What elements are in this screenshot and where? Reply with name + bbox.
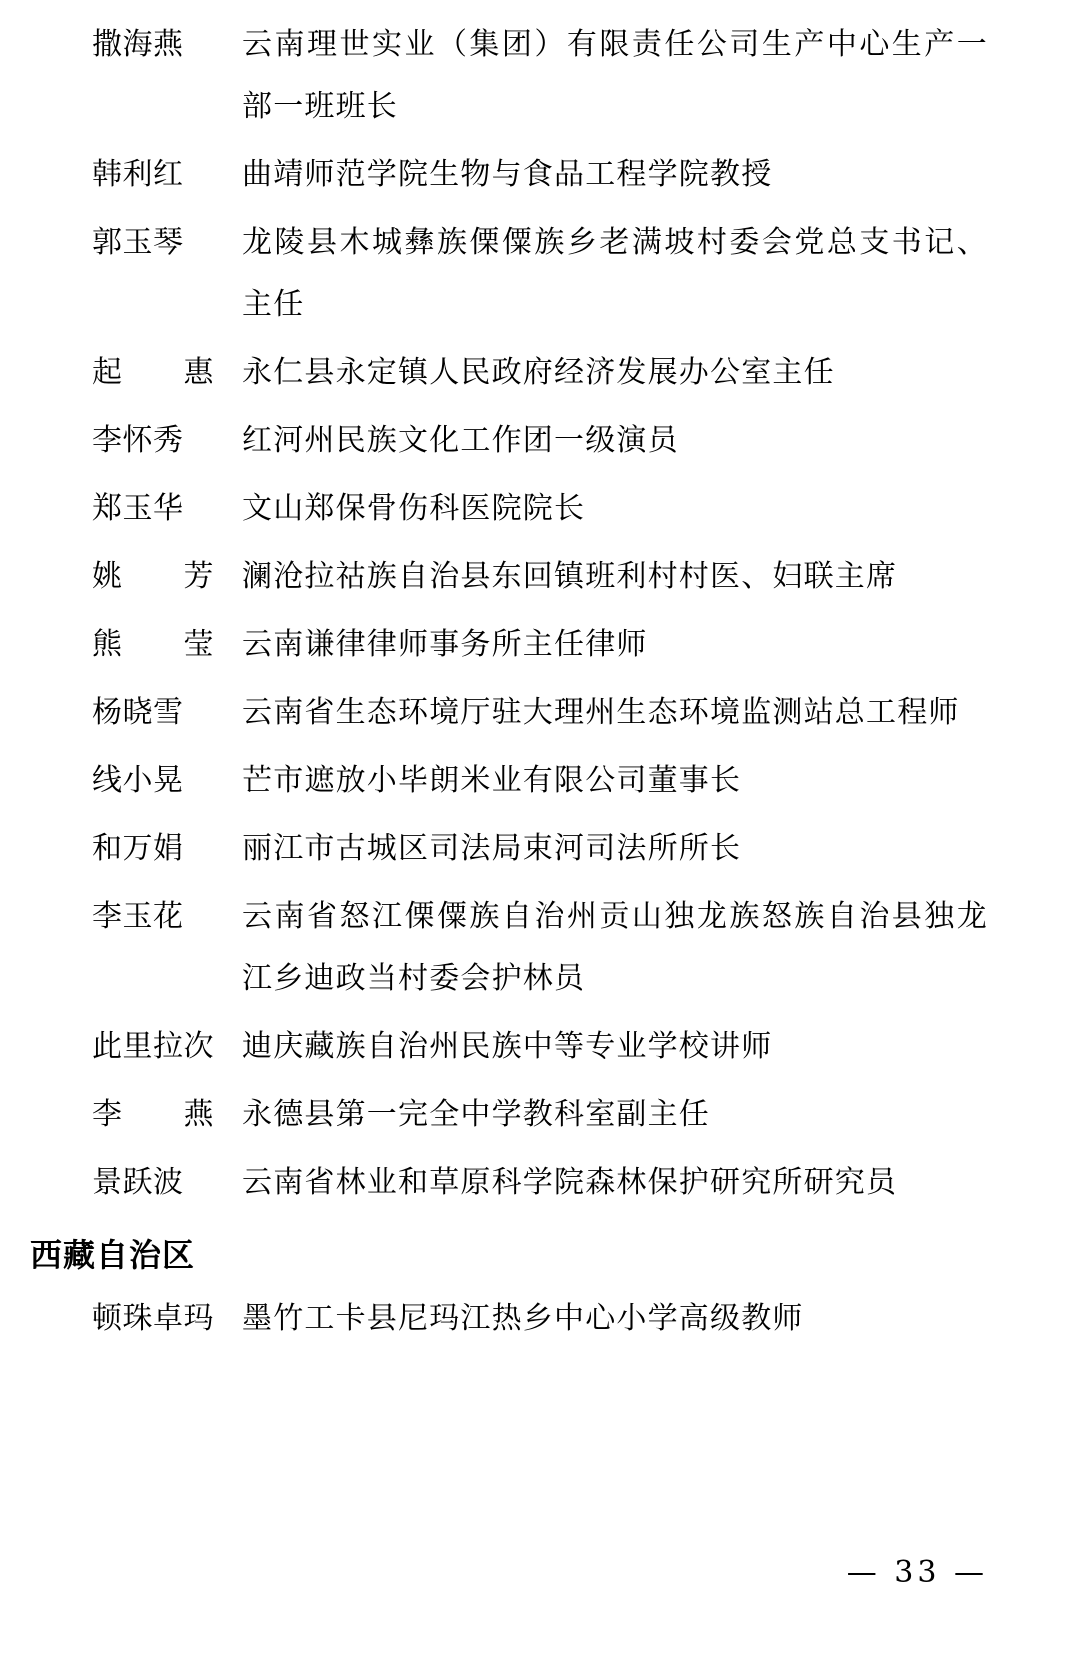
entry-description: 云南理世实业（集团）有限责任公司生产中心生产一部一班班长 [242, 27, 988, 124]
entry-name: 姚 芳 [92, 559, 214, 594]
entry-name: 李玉花 [92, 899, 184, 934]
entry-name: 线小晃 [92, 763, 184, 798]
entry-description: 迪庆藏族自治州民族中等专业学校讲师 [242, 1029, 773, 1064]
list-item [92, 212, 988, 336]
entry-description: 文山郑保骨伤科医院院长 [242, 491, 586, 526]
section-heading: 西藏自治区 [30, 1236, 196, 1274]
list-item [92, 546, 988, 608]
entry-name: 郭玉琴 [92, 225, 184, 260]
entry-description: 云南谦律律师事务所主任律师 [242, 627, 648, 662]
entry-description: 云南省生态环境厅驻大理州生态环境监测站总工程师 [242, 695, 960, 730]
list-item [92, 614, 988, 676]
entry-name: 李 燕 [92, 1097, 214, 1132]
entry-name: 此里拉次 [92, 1029, 214, 1064]
entry-description: 云南省怒江傈僳族自治州贡山独龙族怒族自治县独龙江乡迪政当村委会护林员 [242, 899, 988, 996]
entry-name: 韩利红 [92, 157, 184, 192]
list-item [92, 886, 988, 1010]
list-item [92, 410, 988, 472]
list-item [92, 144, 988, 206]
entry-name: 李怀秀 [92, 423, 184, 458]
list-item [92, 1016, 988, 1078]
entry-description: 云南省林业和草原科学院森林保护研究所研究员 [242, 1165, 898, 1200]
entry-name: 郑玉华 [92, 491, 184, 526]
entry-name: 杨晓雪 [92, 695, 184, 730]
entry-description: 红河州民族文化工作团一级演员 [242, 423, 679, 458]
entry-description: 墨竹工卡县尼玛江热乡中心小学高级教师 [242, 1301, 804, 1336]
list-item [92, 14, 988, 138]
entry-name: 起 惠 [92, 355, 214, 390]
entry-description: 永德县第一完全中学教科室副主任 [242, 1097, 710, 1132]
list-item [92, 1288, 988, 1350]
entry-name: 和万娟 [92, 831, 184, 866]
list-item [92, 342, 988, 404]
list-item [92, 682, 988, 744]
entry-description: 澜沧拉祜族自治县东回镇班利村村医、妇联主席 [242, 559, 898, 594]
list-item [92, 1084, 988, 1146]
entry-description: 丽江市古城区司法局束河司法所所长 [242, 831, 742, 866]
page-number: — 33 — [846, 1555, 988, 1590]
list-item [92, 478, 988, 540]
entry-description: 永仁县永定镇人民政府经济发展办公室主任 [242, 355, 835, 390]
entry-name: 景跃波 [92, 1165, 184, 1200]
entry-name: 顿珠卓玛 [92, 1301, 214, 1336]
list-item [92, 818, 988, 880]
list-item [92, 750, 988, 812]
list-item [92, 1152, 988, 1214]
entry-description: 龙陵县木城彝族傈僳族乡老满坡村委会党总支书记、主任 [242, 225, 988, 322]
entry-description: 曲靖师范学院生物与食品工程学院教授 [242, 157, 773, 192]
entry-name: 撒海燕 [92, 27, 184, 62]
entry-description: 芒市遮放小毕朗米业有限公司董事长 [242, 763, 742, 798]
entry-name: 熊 莹 [92, 627, 214, 662]
